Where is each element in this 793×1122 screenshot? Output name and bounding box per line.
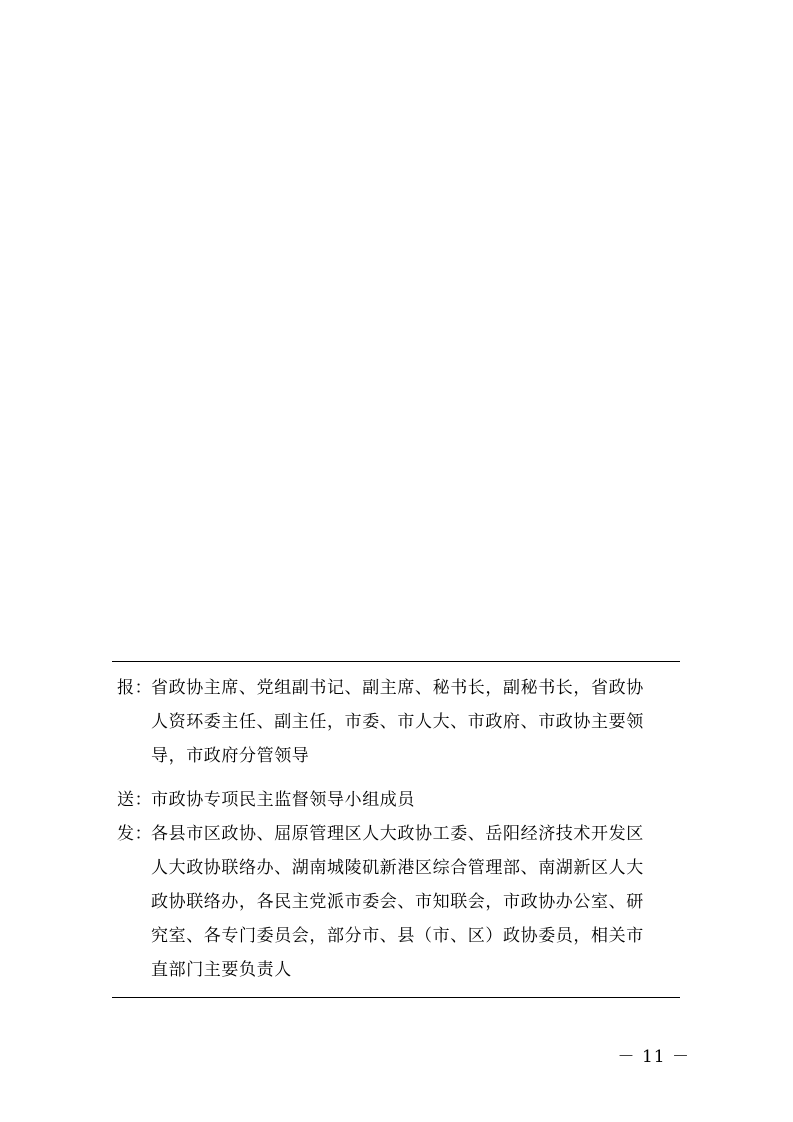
- distribution-send: [112, 783, 680, 817]
- issue-label: 发：: [117, 824, 153, 844]
- send-recipients: 市政协专项民主监督领导小组成员: [151, 790, 415, 810]
- distribution-top-rule: [112, 661, 680, 662]
- distribution-bottom-rule: [112, 997, 680, 998]
- distribution-report: [112, 671, 680, 773]
- issue-recipients: 各县市区政协、屈原管理区人大政协工委、岳阳经济技术开发区 人大政协联络办、湖南城陵矶新港区综合管理部、南湖新区人大 政协联络办，各民主党派市委会、市知联会，市政协办公室、研 究室、各专门委员会，部分市、县（市、区）政协委员，相关市 直部门主要负责人: [151, 824, 644, 980]
- send-label: 送：: [117, 790, 153, 810]
- report-label: 报：: [117, 678, 153, 698]
- page-number: － 11 －: [617, 1047, 690, 1067]
- distribution-issue: [112, 817, 680, 987]
- report-recipients: 省政协主席、党组副书记、副主席、秘书长，副秘书长，省政协 人资环委主任、副主任，市委、市人大、市政府、市政协主要领 导，市政府分管领导: [151, 678, 644, 766]
